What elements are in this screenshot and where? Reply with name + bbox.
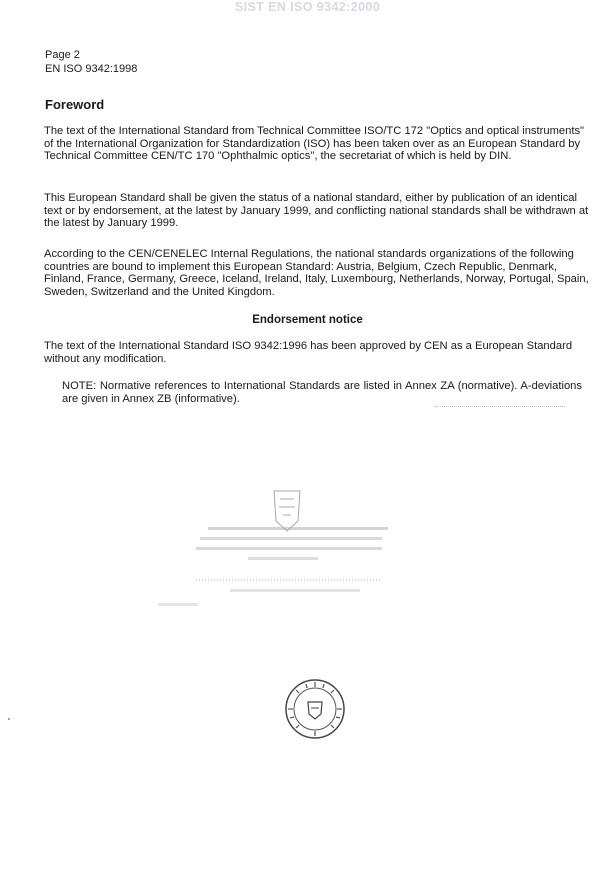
foreword-paragraph-1: The text of the International Standard from Technical Committee ISO/TC 172 "Optics and optical instruments" of the International Organization for Standardization (ISO) has been taken over as an European Standard by Technical Committee CEN/TC 170 "Ophthalmic optics", the secretariat of which is held by DIN. <box>44 125 585 163</box>
faded-stamp-image <box>150 485 410 615</box>
page-number: Page 2 <box>45 49 80 61</box>
foreword-title: Foreword <box>45 97 105 112</box>
page-header <box>45 48 137 76</box>
endorsement-title: Endorsement notice <box>252 314 363 326</box>
dotted-rule <box>435 400 565 407</box>
foreword-paragraph-3: According to the CEN/CENELEC Internal Regulations, the national standards organizations of the following countries are bound to implement this European Standard: Austria, Belgium, Czech Republic, Denmark, Finland, France, Germany, Greece, Iceland, Ireland, Italy, Luxembourg, Netherlands, Norway, Portugal, Spain, Sweden, Switzerland and the United Kingdom. <box>44 248 589 298</box>
document-id: EN ISO 9342:1998 <box>45 63 138 75</box>
watermark: SIST EN ISO 9342:2000 <box>234 0 381 14</box>
round-seal-image <box>284 678 346 740</box>
foreword-paragraph-2: This European Standard shall be given the status of a national standard, either by publication of an identical text or by endorsement, at the latest by January 1999, and conflicting national standards shall be withdrawn at the latest by January 1999. <box>44 192 589 230</box>
normative-note: NOTE: Normative references to International Standards are listed in Annex ZA (normative). A-deviations are given in Annex ZB (informative). <box>62 380 582 405</box>
scan-speck <box>8 718 10 720</box>
endorsement-text: The text of the International Standard ISO 9342:1996 has been approved by CEN as a European Standard without any modification. <box>44 340 573 365</box>
